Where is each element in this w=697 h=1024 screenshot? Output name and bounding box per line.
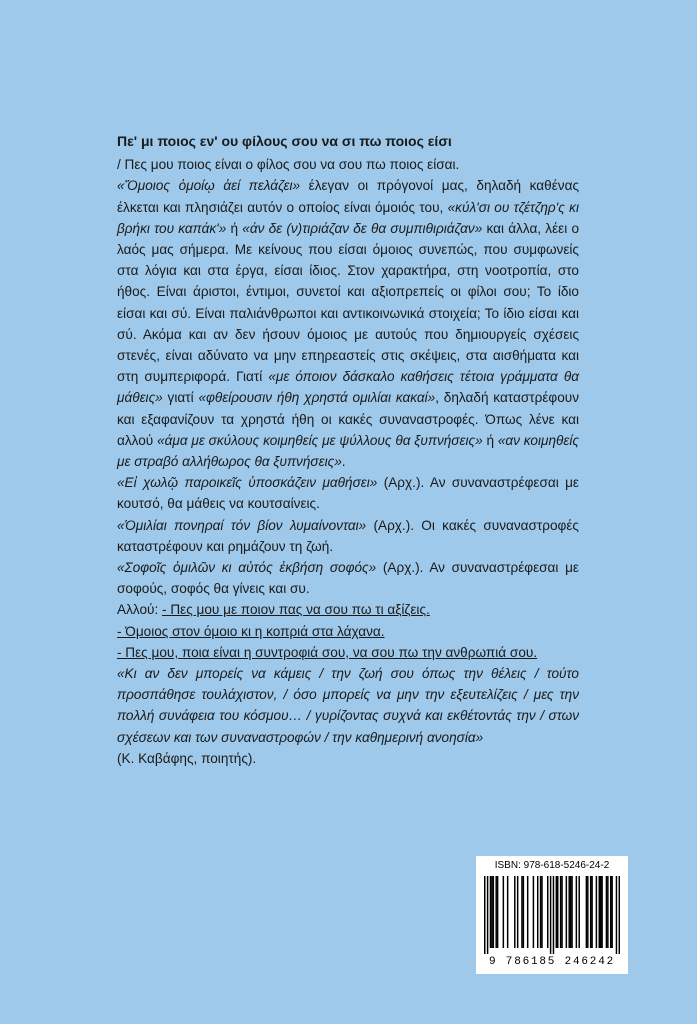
barcode-bar <box>611 876 612 948</box>
barcode-bar <box>553 876 554 954</box>
barcode-bar <box>523 876 524 948</box>
barcode-bar <box>591 876 592 948</box>
barcode-bar <box>610 876 611 948</box>
text-run: (Αρχ.). Αν συναναστρέφεσαι με σοφούς, σοφός θα γίνεις και συ. <box>117 560 579 597</box>
barcode-bars <box>484 876 620 954</box>
poem-quote: «Κι αν δεν μπορείς να κάμεις / την ζωή σου όπως την θέλεις / τούτο προσπάθησε τουλάχιστον, / όσο μπορείς να μην την εξευτελίζεις / μες την πολλή συνάφεια του κόσμου… / γυρίζοντας συχνά και εκθέτοντάς την / στων σχέσεων και των συναναστροφών / την καθημερινή ανοησία» <box>117 666 579 745</box>
barcode-bar <box>619 876 620 954</box>
page-title: Πε' μι ποιος εν' ου φίλους σου να σι πω ποιος είσι <box>117 133 452 149</box>
text-run: ή <box>226 220 243 236</box>
barcode-bar <box>503 876 504 948</box>
paragraph-main <box>117 175 579 472</box>
translation-line: / Πες μου ποιος είναι ο φίλος σου να σου πω ποιος είσαι. <box>117 157 460 173</box>
barcode-bar <box>541 876 542 948</box>
poem-credit: (Κ. Καβάφης, ποιητής). <box>117 750 257 766</box>
saying-prefix: Αλλού: <box>117 602 163 618</box>
barcode-bar <box>557 876 558 948</box>
saying-1: - Πες μου με ποιον πας να σου πω τι αξίζεις. <box>162 602 430 618</box>
barcode-bar <box>599 876 600 948</box>
quote-italic: «άν δε (ν)τιριάζαν δε θα συμπιθιριάζαν» <box>242 220 483 236</box>
quote-italic: «Σοφοῖς ὁμιλῶν κι αὐτός ἐκβήση σοφός» <box>117 560 377 576</box>
quote-italic: «με όποιον δάσκαλο καθήσεις τέτοια γράμματα θα μάθεις» <box>117 369 579 406</box>
quote-italic: «Ὅμοιος ὁμοίῳ ἀεί πελάζει» <box>117 178 301 194</box>
barcode-bar <box>490 876 491 948</box>
back-cover-text <box>117 131 579 769</box>
text-run: και άλλα, λέει ο λαός μας σήμερα. Με κείνους που είσαι όμοιος συνεπώς, που συμφωνείς στα λόγια και στα έργα, είσαι ίδιος. Στον χαρακτήρα, στη νοοτροπία, στο ήθος. Είναι άριστοι, έντιμοι, συνετοί και αξιοπρεπείς οι φίλοι σου; Το ίδιο είσαι και σύ. Είναι παλιάνθρωποι και αντικοινωνικά στοιχεία; Το ίδιο είσαι και σύ. Ακόμα και αν δεν ήσουν όμοιος με αυτούς που δημιουργείς σχέσεις στενές, είναι αδύνατο να μην επηρεαστείς στις σκέψεις, στα αισθήματα και στη συμπεριφορά. Γιατί <box>117 220 580 385</box>
barcode-bar <box>596 876 597 948</box>
text-run: , δηλαδή καταστρέφουν και εξαφανίζουν τα χρηστά ήθη οι κακές συναναστροφές. Όπως λένε και αλλού <box>117 390 579 448</box>
barcode-bar <box>493 876 494 948</box>
barcode-bar <box>514 876 515 948</box>
text-run: . <box>341 454 346 470</box>
barcode-bar <box>533 876 534 948</box>
barcode-bar <box>487 876 488 954</box>
barcode-bar <box>521 876 522 948</box>
barcode-box <box>476 856 628 974</box>
saying-line-1 <box>117 599 579 620</box>
quote-italic: «Εἰ χωλῷ παροικεῖς ὑποσκάζειν μαθήσει» <box>117 475 378 491</box>
text-run: γιατί <box>162 390 199 406</box>
barcode-bar <box>566 876 567 948</box>
quote-italic: «φθείρουσιν ήθη χρηστά ομιλίαι κακαί» <box>198 390 436 406</box>
barcode-bar <box>517 876 518 948</box>
barcode-bar <box>497 876 498 948</box>
saying-line-2 <box>117 621 579 642</box>
isbn-label: ISBN: 978-618-5246-24-2 <box>494 860 610 871</box>
saying-3: - Πες μου, ποια είναι η συντροφιά σου, να σου πω την ανθρωπιά σου. <box>117 644 538 660</box>
barcode-bar <box>547 876 548 948</box>
barcode-bar <box>606 876 607 948</box>
quote-italic: «κύλ'σι ου τζέτζηρ'ς κι βρήκι του καπάκ'» <box>117 199 579 236</box>
barcode-bar <box>491 876 492 948</box>
quote-italic: «άμα με σκύλους κοιμηθείς με ψύλλους θα ξυπνήσεις» <box>157 432 483 448</box>
saying-line-3 <box>117 642 579 663</box>
text-run: (Αρχ.). Αν συναναστρέφεσαι με κουτσό, θα μάθεις να κουτσαίνεις. <box>117 475 579 512</box>
paragraph-ancient-3 <box>117 557 579 599</box>
barcode-digits: 9 786185 246242 <box>488 956 616 968</box>
text-run: ή <box>482 432 498 448</box>
barcode-bar <box>484 876 485 954</box>
barcode-bar <box>600 876 601 948</box>
barcode-bar <box>550 876 551 954</box>
barcode-bar <box>587 876 588 948</box>
text-run: έλεγαν οι πρόγονοί μας, δηλαδή καθένας έλκεται και πλησιάζει αυτόν ο οποίος είναι όμοιός του, <box>117 178 579 215</box>
barcode-bar <box>527 876 528 948</box>
barcode-bar <box>607 876 608 948</box>
barcode-bar <box>616 876 617 954</box>
barcode-bar <box>571 876 572 948</box>
barcode-bar <box>495 876 496 948</box>
paragraph-ancient-2 <box>117 515 579 557</box>
barcode-bar <box>556 876 557 948</box>
paragraph-ancient-1 <box>117 472 579 514</box>
text-run: (Αρχ.). Οι κακές συναναστροφές καταστρέφουν και ρημάζουν τη ζωή. <box>117 517 579 554</box>
barcode-bar <box>540 876 541 948</box>
barcode-bar <box>560 876 561 948</box>
barcode-bar <box>578 876 579 948</box>
barcode-bar <box>568 876 569 948</box>
barcode-bar <box>586 876 587 948</box>
quote-italic: «αν κοιμηθείς με στραβό αλλήθωρος θα ξυπνήσεις» <box>117 432 579 470</box>
barcode-bar <box>570 876 571 948</box>
barcode-bar <box>507 876 508 948</box>
barcode-bar <box>561 876 562 948</box>
barcode-bar <box>576 876 577 948</box>
barcode-bar <box>537 876 538 948</box>
saying-2: - Όμοιος στον όμοιο κι η κοπριά στα λάχανα. <box>117 623 385 639</box>
quote-italic: «Ὁμιλίαι πονηραί τόν βίον λυμαίνονται» <box>117 517 367 533</box>
barcode-bar <box>601 876 602 948</box>
barcode-bar <box>590 876 591 948</box>
